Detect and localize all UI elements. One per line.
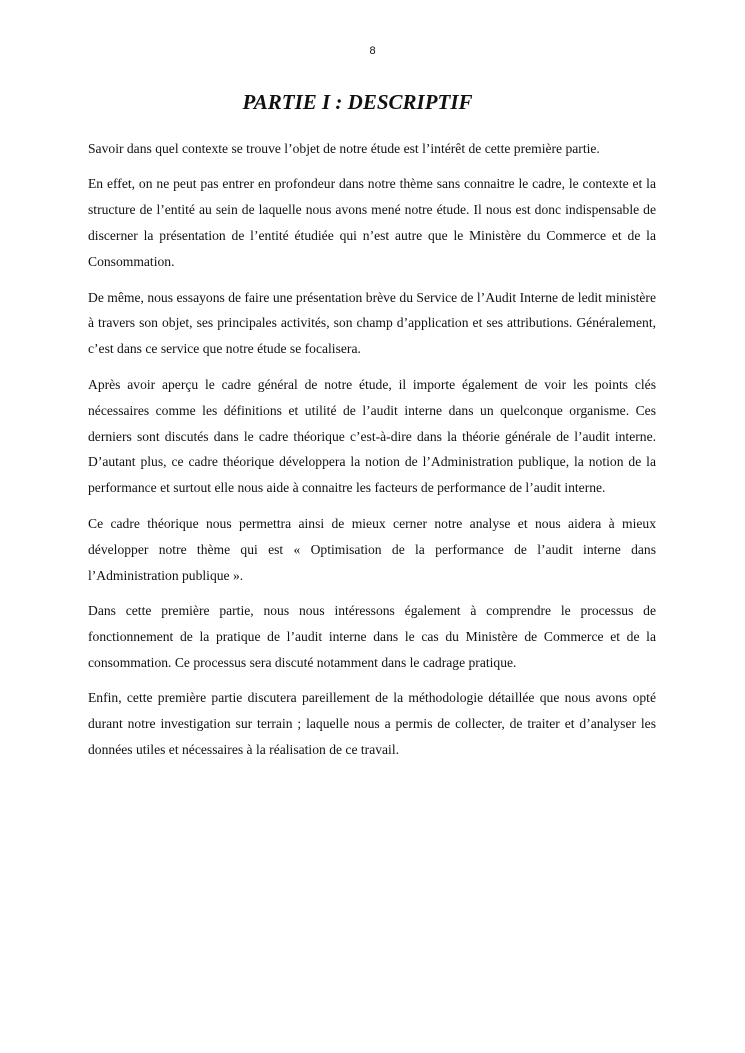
body-text (88, 136, 656, 772)
paragraph: Après avoir aperçu le cadre général de notre étude, il importe également de voir les points clés nécessaires comme les définitions et utilité de l’audit interne dans un quelconque organisme. Ces derniers sont discutés dans le cadre théorique c’est-à-dire dans la théorie générale de l’audit interne. D’autant plus, ce cadre théorique développera la notion de l’Administration publique, la notion de la performance et surtout elle nous aide à connaitre les facteurs de performance de l’audit interne. (88, 376, 656, 496)
paragraph: Dans cette première partie, nous nous intéressons également à comprendre le processus de fonctionnement de la pratique de l’audit interne dans le cas du Ministère de Commerce et de la consommation. Ce processus sera discuté notamment dans le cadrage pratique. (88, 603, 656, 670)
paragraph: Enfin, cette première partie discutera pareillement de la méthodologie détaillée que nous avons opté durant notre investigation sur terrain ; laquelle nous a permis de collecter, de traiter et d’analyser les données utiles et nécessaires à la réalisation de ce travail. (88, 690, 656, 758)
paragraph: Ce cadre théorique nous permettra ainsi de mieux cerner notre analyse et nous aidera à mieux développer notre thème qui est « Optimisation de la performance de l’audit interne dans l’Administration publique ». (88, 515, 656, 583)
paragraph: Savoir dans quel contexte se trouve l’objet de notre étude est l’intérêt de cette première partie. (88, 141, 600, 156)
section-title: PARTIE I : DESCRIPTIF (242, 90, 473, 114)
paragraph: De même, nous essayons de faire une présentation brève du Service de l’Audit Interne de ledit ministère à travers son objet, ses principales activités, son champ d’application et ses attributions. Généralement, c’est dans ce service que notre étude se focalisera. (88, 289, 656, 357)
paragraph: En effet, on ne peut pas entrer en profondeur dans notre thème sans connaitre le cadre, le contexte et la structure de l’entité au sein de laquelle nous avons mené notre étude. Il nous est donc indispensable de discerner la présentation de l’entité étudiée qui n’est autre que le Ministère du Commerce et de la Consommation. (88, 176, 656, 270)
page-number: 8 (369, 45, 376, 57)
